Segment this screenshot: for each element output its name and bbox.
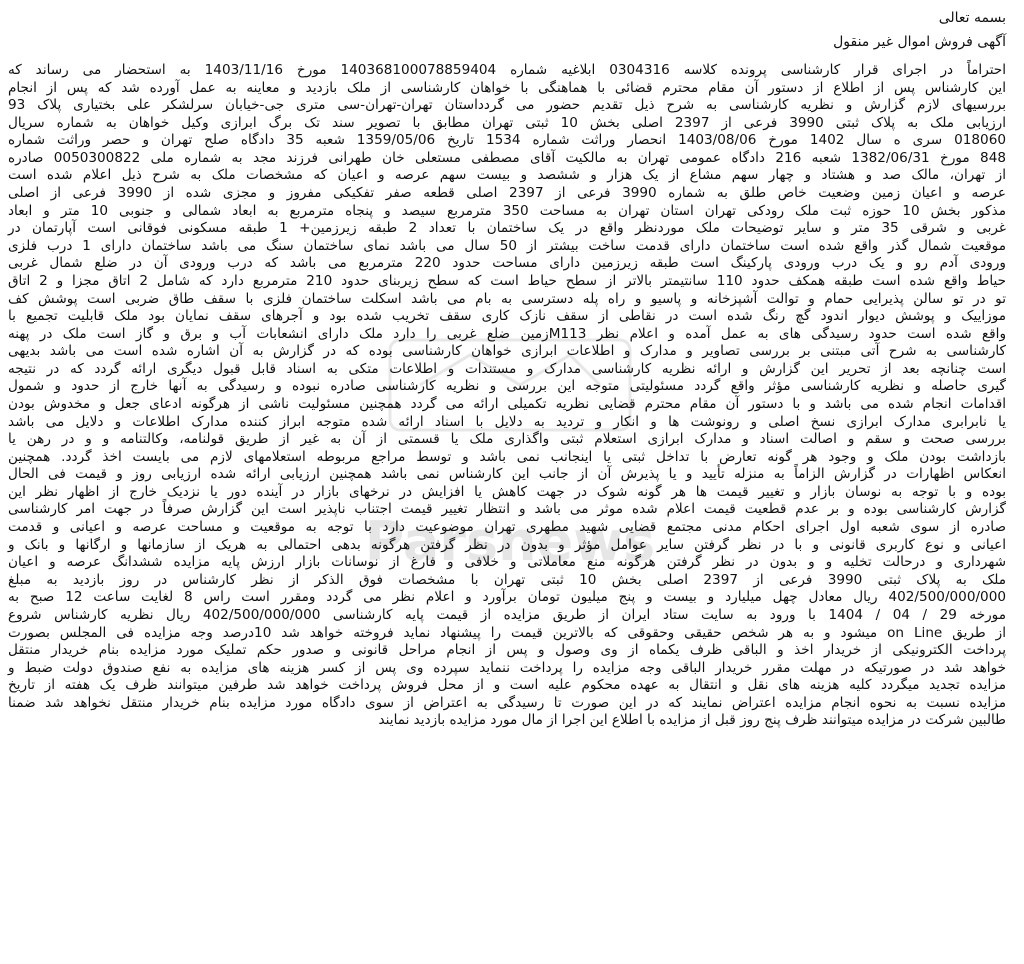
body-line: حیاط واقع شده است طبقه همکف حدود 110 سانتیمتر بالاتر از سطح حیاط است که سطح زیربنای حدود 210 مترمربع دارد که شامل 2 اتاق مجزا و 2 اتاق bbox=[8, 272, 1006, 289]
body-line: مذکور بخش 10 حوزه ثبت ملک رودکی تهران استان تهران به مساحت 350 مترمربع سیصد و پنجاه مترمربع به ابعاد شمالی و جنوبی 10 متر و ابعاد bbox=[8, 202, 1006, 219]
body-line: بوده و با توجه به نوسان بازار و تغییر قیمت ها هر گونه شوک در جهت کاهش یا افزایش در نرخهای بازار در آینده دور یا نزدیک خارج از اظهار نظر این bbox=[8, 483, 1006, 500]
body-line: واقع شده است حدود رسیدگی های به عمل آمده و اعلام نظر M113زمین ضلع غربی را دارد ملک دارای انشعابات آب و برق و گاز است ملک در پهنه bbox=[8, 325, 1007, 342]
body-line: موزاییک و پوشش دیوار اندود گچ رنگ شده است در نقاطی از سقف نازک کاری سقف تخریب شده بود و آجرهای سقف نمایان بود ملک قابلیت تجمیع با bbox=[8, 308, 1006, 325]
body-line: شهرداری و درحالت تخلیه و و بدون در نظر گرفتن هرگونه منع معاملاتی و خلافی و فارغ از نوسانات بازار ارزش پایه مزایده ششدانگ عرصه و اعیان bbox=[8, 554, 1006, 571]
body-line: موقعیت شمال گذر واقع شده است ساختمان دارای قدمت ساخت بیشتر از 50 سال می باشد نمای ساختمان سنگ می باشد ساختمان دارای 1 درب فلزی bbox=[8, 237, 1006, 254]
body-line: عرصه و اعیان زمین وضعیت خاص طلق به شماره 3990 فرعی از 2397 اصلی قطعه صفر تفکیکی مفروز و مجزی شده از 3990 فرعی از اصلی bbox=[8, 185, 1006, 202]
body-line: بررسی صحت و سقم و اصالت اسناد و مدارک ابرازی استعلام ثبتی واگذاری ملک یا قسمتی از آن به غیر از طریق قولنامه، وکالتنامه و و در رهن یا bbox=[8, 431, 1006, 448]
body-line: ارزیابی ملک به پلاک ثبتی 3990 فرعی از 2397 اصلی بخش 10 ثبتی تهران مطابق با تصویر سند تک برگ ابرازی وکیل خواهان به شماره سریال bbox=[8, 114, 1007, 131]
body-line: گزارش کارشناسی بوده و بر عدم قطعیت قیمت اعلام شده موثر می باشد و انتظار تغییر قیمت اجتناب ناپذیر است این گزارش صرفاً در جهت امر کارشناسی bbox=[8, 501, 1006, 518]
body-line: اقدامات انجام شده می باشد و با دستور آن مقام محترم قضایی نظریه تکمیلی ارائه می گردد همچنین مسئولیت ناشی از هرگونه ادعای جعل و مخدوش بودن bbox=[8, 395, 1006, 412]
body-line: انعکاس اظهارات در گزارش الزاماً به منزله تأیید و یا پذیرش آن از جانب این کارشناس نمی باشد همچنین ارزیابی ارائه شده ارزیابی روز و قیمت فی الحال bbox=[8, 466, 1006, 483]
body-line: مزایده نسبت به نحوه انجام مزایده اعتراض نمایند که در این صورت تا رسیدگی به اعتراض از سوی دادگاه مورد مزایده بنام خریدار منتقل نخواهد شد ضمنا bbox=[8, 694, 1006, 711]
body-line: این کارشناس پس از اطلاع از دستور آن مقام محترم قضائی با هماهنگی با خواهان کارشناسی از ملک بازدید و معاینه به عمل آورده شد که پس از انجام bbox=[8, 79, 1006, 96]
body-line: است چنانچه بعد از تحریر این گزارش و ارائه نظریه کارشناسی مدارک و مستندات و اطلاعات متکی به اسناد قابل قبول دیگری ارائه گردد که در نتیجه bbox=[8, 360, 1006, 377]
body-line: 402/500/000/000 ریال معادل چهل میلیارد و بیست و پنج میلیون تومان برآورد و اعلام نظر می گردد ومقرر است راس 8 لغایت ساعت 12 صبح به bbox=[8, 589, 1006, 606]
body-line: بازداشت بودن ملک و وجود هر گونه تعارض با تداخل ثبتی یا اینجانب نمی باشد و توسط مراجع مربوطه استعلامهای لازم می بایست اخذ گردد. همچنین bbox=[8, 448, 1006, 465]
body-line: ملک به پلاک ثبتی 3990 فرعی از 2397 اصلی بخش 10 ثبتی تهران با مشخصات فوق الذکر از نظر کارشناس در روز بازدید به مبلغ bbox=[8, 571, 1006, 588]
body-line: مورخه 29 / 04 / 1404 با ورود به سایت ستاد ایران از طریق مزایده از قیمت پایه کارشناسی 402/500/000/000 ریال نظریه کارشناس شروع bbox=[8, 606, 1006, 623]
body-line: 018060 سری ه سال 1402 مورخ 1403/08/06 انحصار وراثت شماره 1534 تاریخ 1359/05/06 شعبه 35 دادگاه صلح تهران و حصر وراثت شماره bbox=[8, 132, 1006, 149]
body-line: 848 مورخ 1382/06/31 شعبه 216 دادگاه عمومی تهران به مالکیت آقای مصطفی مستعلی خان طهرانی فرزند مجد به شماره ملی 0050300822 صادره bbox=[8, 149, 1006, 166]
body-line: از تهران، مالک صد و هشتاد و چهار سهم مشاع از یک هزار و ششصد و بیست سهم عرصه و اعیان که مشخصات ملک به شرح ذیل اعلام شده است bbox=[8, 167, 1006, 184]
body-line: از طریق on Line میشود و به هر شخص حقیقی وحقوقی که بالاترین قیمت را پیشنهاد نماید فروخته خواهد شد 10درصد وجه مزایده فی المجلس بصورت bbox=[8, 624, 1006, 641]
notice-title: آگهی فروش اموال غیر منقول bbox=[833, 34, 1006, 50]
notice-body bbox=[8, 62, 1006, 730]
body-line: صادره از سوی شعبه اول اجرای احکام مدنی مجتمع قضایی شهید مطهری تهران موضوعیت دارد با توجه به موقعیت و مساحت عرصه و اعیانی و قدمت bbox=[8, 519, 1006, 536]
body-line: یا نابرابری مدارک ابرازی نسخ اصلی و رونوشت ها و انکار و تردید به دلایل با اسناد ارائه شده متوجه ابراز کننده مدارک اطلاعات و دلایل می باشد bbox=[8, 413, 1006, 430]
body-line: پرداخت الکترونیکی از خریدار اخذ و الباقی ظرف یکماه از وی وصول و پس از انجام مراحل قانونی و صدور حکم تملیک مورد مزایده بنام خریدار منتقل bbox=[8, 642, 1006, 659]
watermark-text: Parsnews bbox=[364, 510, 656, 573]
body-line: احتراماً در اجرای قرار کارشناسی پرونده کلاسه 0304316 ابلاغیه شماره 140368100078859404 مورخ 1403/11/16 به استحضار می رساند که bbox=[8, 62, 1006, 78]
body-line: کارشناسی به شرح آتی مبتنی بر بررسی تصاویر و مدارک و اطلاعات ابرازی خواهان کارشناسی بوده که در گزارش به آن اشاره شده است می باشد بدیهی bbox=[8, 343, 1006, 360]
body-line: اعیانی و نوع کاربری قانونی و با در نظر گرفتن سایر عوامل مؤثر و بدون در نظر گرفتن هرگونه بدهی احتمالی به هریک از سازمانها و ارگانها و بانک و bbox=[8, 536, 1006, 553]
body-line: مزایده تجدید میگردد کلیه هزینه های نقل و انتقال به عهده محکوم علیه است و از محل فروش پرداخت خواهد شد طرفین میتوانند ظرف یک هفته از تاریخ bbox=[8, 677, 1006, 694]
body-line: طالبین شرکت در مزایده میتوانند ظرف پنج روز قبل از مزایده با اطلاع این اجرا از مال مورد مزایده بازدید نمایند bbox=[378, 712, 1006, 729]
body-line: ورودی آدم رو و یک درب ورودی پارکینگ است طبقه زیرزمین دارای مساحت حدود 220 مترمربع می باشد که درب ورودی آن در ضلع شمال غربی bbox=[8, 255, 1006, 272]
body-line: گیری حاصله و نظریه کارشناسی مؤثر واقع گردد مسئولیتی متوجه این بررسی و نظریه کارشناسی صادره نبوده و رسیدگی به آنها خارج از حدود و شمول bbox=[8, 378, 1006, 395]
body-line: بررسیهای لازم گزارش و نظریه کارشناسی به شرح ذیل تقدیم حضور می گردداستان تهران-تهران-سی متری جی-خیابان سرلشکر علی بختیاری پلاک 93 bbox=[8, 97, 1006, 114]
basmala: بسمه تعالی bbox=[938, 10, 1006, 26]
body-line: تو در تو سالن پذیرایی حمام و توالت آشپزخانه و پاسیو و راه پله دسترسی به بام می باشد اسکلت ساختمان فلزی با سقف طاق ضربی است پوشش کف bbox=[8, 290, 1006, 307]
body-line: غربی و شرقی 35 متر و سایر توضیحات ملک موردنظر واقع در یک ساختمان با تعداد 2 طبقه زیرزمین+ 1 طبقه مسکونی فوقانی است آپارتمان در bbox=[8, 220, 1006, 237]
body-line: خواهد شد در صورتیکه در مهلت مقرر خریدار الباقی وجه مزایده را پرداخت ننماید سپرده وی پس از کسر هزینه های مزایده به نفع صندوق دولت ضبط و bbox=[8, 659, 1006, 676]
